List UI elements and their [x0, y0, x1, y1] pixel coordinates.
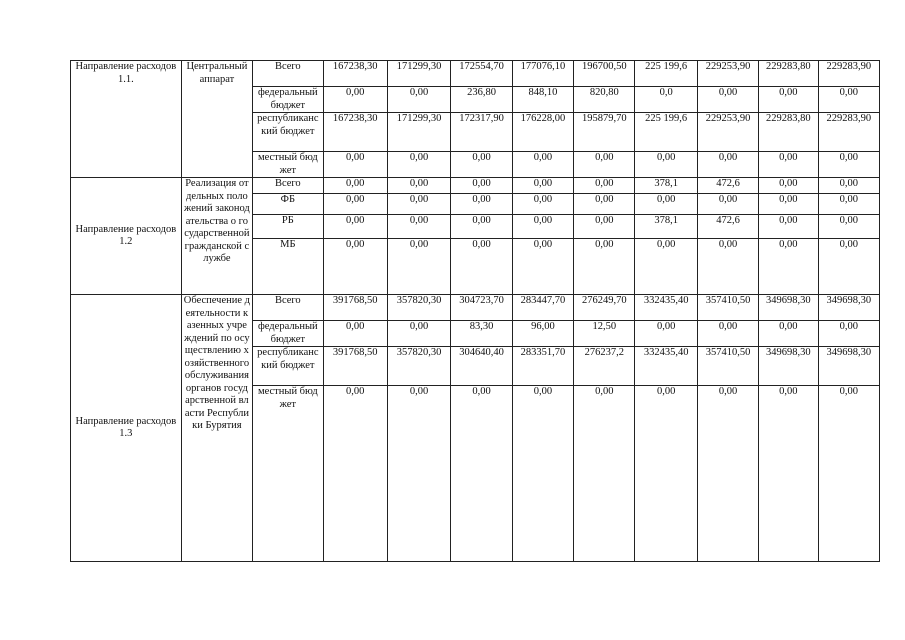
value-cell: 0,00	[323, 152, 387, 178]
table-body	[71, 61, 880, 562]
value-cell: 0,00	[387, 152, 450, 178]
value-cell: 332435,40	[635, 295, 697, 321]
value-cell: 349698,30	[818, 295, 879, 321]
value-cell: 167238,30	[323, 61, 387, 87]
value-cell: 0,00	[323, 239, 387, 295]
value-cell: 195879,70	[574, 113, 635, 152]
value-cell: 0,00	[759, 321, 818, 347]
value-cell: 0,00	[759, 215, 818, 239]
budget-label-cell: федеральный бюджет	[253, 87, 323, 113]
value-cell: 0,00	[323, 178, 387, 194]
value-cell: 0,00	[387, 239, 450, 295]
value-cell: 0,00	[818, 194, 879, 215]
budget-label-cell: Всего	[253, 61, 323, 87]
value-cell: 332435,40	[635, 347, 697, 386]
value-cell: 276237,2	[574, 347, 635, 386]
budget-label-cell: местный бюджет	[253, 152, 323, 178]
value-cell: 172554,70	[451, 61, 512, 87]
value-cell: 229253,90	[697, 61, 758, 87]
table-row	[71, 295, 880, 321]
value-cell: 0,00	[387, 178, 450, 194]
value-cell: 0,00	[697, 321, 758, 347]
value-cell: 378,1	[635, 215, 697, 239]
activity-name-cell: Реализация отдельных положений законодательства о государственной гражданской службе	[181, 178, 252, 295]
value-cell: 172317,90	[451, 113, 512, 152]
budget-label-cell: ФБ	[253, 194, 323, 215]
value-cell: 276249,70	[574, 295, 635, 321]
value-cell: 0,00	[759, 239, 818, 295]
value-cell: 357820,30	[387, 295, 450, 321]
budget-label-cell: Всего	[253, 295, 323, 321]
value-cell: 283447,70	[512, 295, 573, 321]
value-cell: 0,00	[451, 178, 512, 194]
value-cell: 0,00	[574, 215, 635, 239]
value-cell: 0,00	[697, 386, 758, 562]
expenditure-table	[70, 60, 880, 562]
value-cell: 848,10	[512, 87, 573, 113]
value-cell: 304723,70	[451, 295, 512, 321]
value-cell: 378,1	[635, 178, 697, 194]
value-cell: 0,00	[635, 386, 697, 562]
value-cell: 0,00	[818, 386, 879, 562]
value-cell: 0,00	[451, 215, 512, 239]
value-cell: 0,00	[697, 194, 758, 215]
activity-name-cell: Обеспечение деятельности казенных учреждений по осуществлению хозяйственного обслуживания органов государственной власти Республики Бурятия	[181, 295, 252, 562]
value-cell: 357410,50	[697, 295, 758, 321]
value-cell: 171299,30	[387, 61, 450, 87]
value-cell: 225 199,6	[635, 113, 697, 152]
value-cell: 0,00	[697, 87, 758, 113]
direction-cell: Направление расходов 1.3	[71, 295, 182, 562]
value-cell: 0,00	[818, 215, 879, 239]
value-cell: 229283,90	[818, 113, 879, 152]
value-cell: 0,00	[635, 239, 697, 295]
value-cell: 171299,30	[387, 113, 450, 152]
budget-label-cell: РБ	[253, 215, 323, 239]
value-cell: 0,00	[818, 178, 879, 194]
table-row	[71, 61, 880, 87]
value-cell: 0,00	[387, 194, 450, 215]
value-cell: 0,00	[512, 178, 573, 194]
value-cell: 0,00	[574, 239, 635, 295]
value-cell: 96,00	[512, 321, 573, 347]
budget-label-cell: Всего	[253, 178, 323, 194]
direction-cell: Направление расходов 1.1.	[71, 61, 182, 178]
value-cell: 0,00	[697, 152, 758, 178]
direction-cell: Направление расходов 1.2	[71, 178, 182, 295]
value-cell: 357820,30	[387, 347, 450, 386]
value-cell: 229283,90	[818, 61, 879, 87]
value-cell: 0,00	[759, 87, 818, 113]
value-cell: 0,00	[323, 386, 387, 562]
value-cell: 0,00	[387, 87, 450, 113]
value-cell: 0,00	[512, 386, 573, 562]
value-cell: 0,00	[323, 215, 387, 239]
value-cell: 0,00	[512, 152, 573, 178]
value-cell: 304640,40	[451, 347, 512, 386]
budget-label-cell: МБ	[253, 239, 323, 295]
budget-label-cell: местный бюджет	[253, 386, 323, 562]
value-cell: 472,6	[697, 215, 758, 239]
value-cell: 0,00	[574, 152, 635, 178]
value-cell: 0,00	[574, 386, 635, 562]
value-cell: 225 199,6	[635, 61, 697, 87]
value-cell: 0,00	[387, 321, 450, 347]
value-cell: 349698,30	[759, 295, 818, 321]
value-cell: 196700,50	[574, 61, 635, 87]
value-cell: 0,00	[818, 321, 879, 347]
value-cell: 0,00	[323, 194, 387, 215]
activity-name-cell: Центральный аппарат	[181, 61, 252, 178]
value-cell: 0,00	[323, 87, 387, 113]
value-cell: 0,00	[574, 194, 635, 215]
value-cell: 0,00	[759, 386, 818, 562]
value-cell: 0,00	[451, 152, 512, 178]
value-cell: 12,50	[574, 321, 635, 347]
value-cell: 0,00	[574, 178, 635, 194]
budget-label-cell: федеральный бюджет	[253, 321, 323, 347]
value-cell: 229283,80	[759, 61, 818, 87]
value-cell: 229253,90	[697, 113, 758, 152]
value-cell: 0,00	[759, 194, 818, 215]
value-cell: 0,00	[451, 239, 512, 295]
value-cell: 83,30	[451, 321, 512, 347]
table-row	[71, 178, 880, 194]
value-cell: 349698,30	[759, 347, 818, 386]
value-cell: 0,00	[387, 386, 450, 562]
value-cell: 0,00	[635, 194, 697, 215]
value-cell: 0,00	[635, 152, 697, 178]
budget-label-cell: республиканский бюджет	[253, 347, 323, 386]
value-cell: 0,00	[512, 239, 573, 295]
value-cell: 0,00	[759, 152, 818, 178]
value-cell: 820,80	[574, 87, 635, 113]
value-cell: 177076,10	[512, 61, 573, 87]
value-cell: 0,00	[387, 215, 450, 239]
value-cell: 0,00	[635, 321, 697, 347]
value-cell: 0,0	[635, 87, 697, 113]
value-cell: 0,00	[818, 87, 879, 113]
value-cell: 391768,50	[323, 347, 387, 386]
value-cell: 176228,00	[512, 113, 573, 152]
value-cell: 283351,70	[512, 347, 573, 386]
value-cell: 0,00	[451, 386, 512, 562]
value-cell: 0,00	[818, 239, 879, 295]
value-cell: 357410,50	[697, 347, 758, 386]
value-cell: 349698,30	[818, 347, 879, 386]
value-cell: 391768,50	[323, 295, 387, 321]
budget-label-cell: республиканский бюджет	[253, 113, 323, 152]
value-cell: 0,00	[323, 321, 387, 347]
value-cell: 0,00	[512, 194, 573, 215]
value-cell: 167238,30	[323, 113, 387, 152]
value-cell: 0,00	[451, 194, 512, 215]
value-cell: 229283,80	[759, 113, 818, 152]
value-cell: 472,6	[697, 178, 758, 194]
value-cell: 0,00	[818, 152, 879, 178]
value-cell: 0,00	[512, 215, 573, 239]
value-cell: 236,80	[451, 87, 512, 113]
value-cell: 0,00	[759, 178, 818, 194]
value-cell: 0,00	[697, 239, 758, 295]
